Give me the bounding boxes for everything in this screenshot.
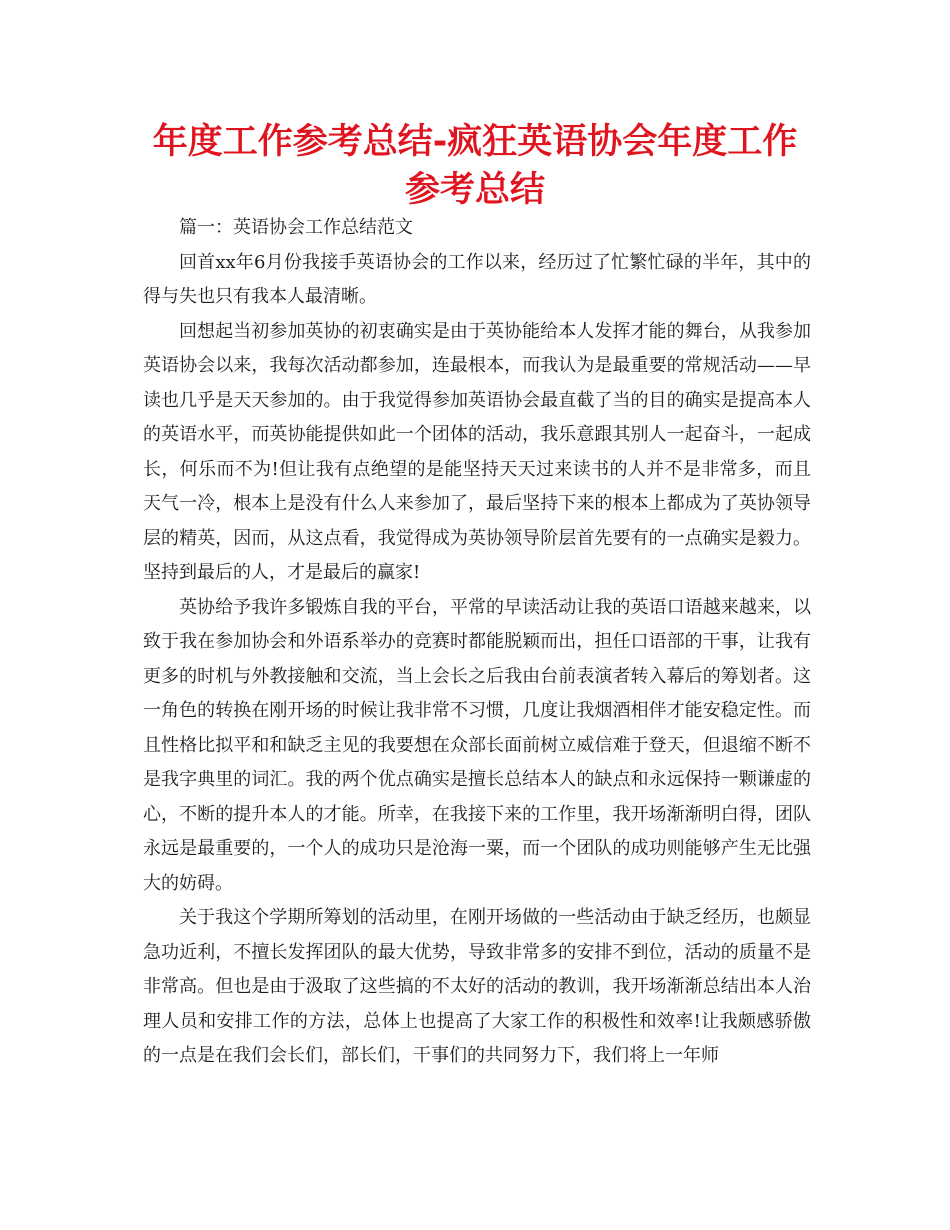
paragraph-2: 回想起当初参加英协的初衷确实是由于英协能给本人发挥才能的舞台，从我参加英语协会以来，我每次活动都参加，连最根本，而我认为是最重要的常规活动——早读也几乎是天天参加的。由于我觉得参加英语协会最直截了当的目的确实是提高本人的英语水平，而英协能提供如此一个团体的活动，我乐意跟其别人一起奋斗，一起成长，何乐而不为!但让我有点绝望的是能坚持天天过来读书的人并不是非常多，而且天气一冷，根本上是没有什么人来参加了，最后坚持下来的根本上都成为了英协领导层的精英，因而，从这点看，我觉得成为英协领导阶层首先要有的一点确实是毅力。坚持到最后的人，才是最后的赢家! <box>143 320 811 583</box>
paragraph-3: 英协给予我许多锻炼自我的平台，平常的早读活动让我的英语口语越来越来，以致于我在参加协会和外语系举办的竞赛时都能脱颖而出，担任口语部的干事，让我有更多的时机与外教接触和交流，当上会长之后我由台前表演者转入幕后的筹划者。这一角色的转换在刚开场的时候让我非常不习惯，几度让我烟酒相伴才能安稳定性。而且性格比拟平和和缺乏主见的我要想在众部长面前树立威信难于登天，但退缩不断不是我字典里的词汇。我的两个优点确实是擅长总结本人的缺点和永远保持一颗谦虚的心，不断的提升本人的才能。所幸，在我接下来的工作里，我开场渐渐明白得，团队永远是最重要的，一个人的成功只是沧海一粟，而一个团队的成功则能够产生无比强大的妨碍。 <box>143 596 811 894</box>
paragraph-4: 关于我这个学期所筹划的活动里，在刚开场做的一些活动由于缺乏经历，也颇显急功近利，不擅长发挥团队的最大优势，导致非常多的安排不到位，活动的质量不是非常高。但也是由于汲取了这些搞的不太好的活动的教训，我开场渐渐总结出本人治理人员和安排工作的方法，总体上也提高了大家工作的积极性和效率!让我颇感骄傲的一点是在我们会长们，部长们，干事们的共同努力下，我们将上一年师 <box>143 907 811 1066</box>
paragraph-1: 回首xx年6月份我接手英语协会的工作以来，经历过了忙繁忙碌的半年，其中的得与失也只有我本人最清晰。 <box>143 251 811 307</box>
document-title: 年度工作参考总结-疯狂英语协会年度工作参考总结 <box>152 122 798 210</box>
document-body <box>143 211 811 1074</box>
section-heading: 篇一：英语协会工作总结范文 <box>179 217 413 238</box>
